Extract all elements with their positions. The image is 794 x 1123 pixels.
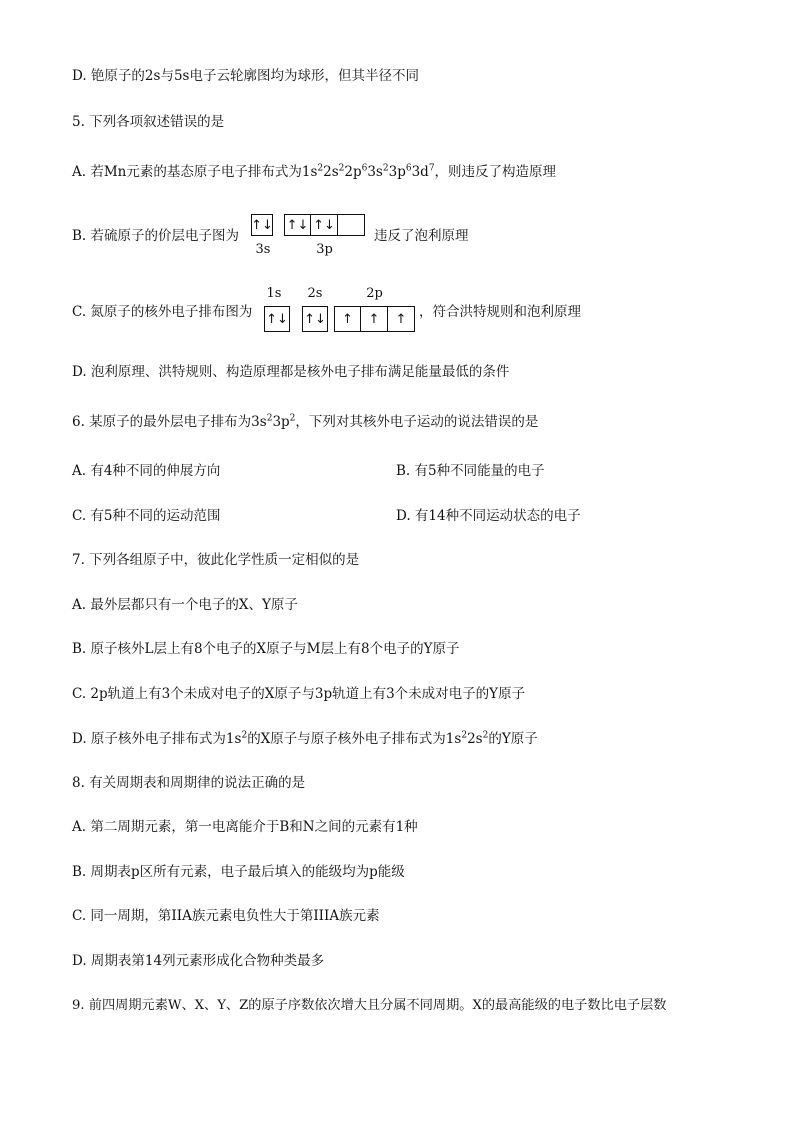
orbital-box: ↑: [388, 306, 415, 332]
q5-stem: 5. 下列各项叙述错误的是: [72, 114, 225, 130]
q5-option-b-suffix: 违反了泡利原理: [374, 228, 469, 244]
nitrogen-2p-orbitals: [334, 306, 415, 332]
q8-option-d: D. 周期表第14列元素形成化合物种类最多: [72, 953, 325, 969]
q7-option-d: D. 原子核外电子排布式为$1s^2$的X原子与原子核外电子排布式为$1s^22s^2$的Y原子: [72, 730, 538, 747]
q7-option-c: C. 2p轨道上有3个未成对电子的X原子与3p轨道上有3个未成对电子的Y原子: [72, 686, 526, 702]
label-3s: 3s: [255, 242, 271, 257]
nitrogen-1s-orbital: [264, 306, 290, 332]
q6-option-b: B. 有5种不同能量的电子: [396, 463, 545, 479]
q7-option-a: A. 最外层都只有一个电子的X、Y原子: [72, 597, 298, 613]
q5-option-a: A. 若Mn元素的基态原子电子排布式为$1s^22s^22p^63s^23p^63d^7$，则违反了构造原理: [72, 163, 557, 180]
q9-stem: 9. 前四周期元素W、X、Y、Z的原子序数依次增大且分属不同周期。X的最高能级的电子数比电子层数: [72, 998, 667, 1013]
q6-stem: 6. 某原子的最外层电子排布为$3s^23p^2$，下列对其核外电子运动的说法错误的是: [72, 413, 539, 430]
orbital-box: ↑: [334, 306, 361, 332]
sulfur-3p-orbitals: [284, 214, 365, 236]
q8-option-b: B. 周期表p区所有元素，电子最后填入的能级均为p能级: [72, 864, 405, 880]
q4-option-d: D. 铯原子的2s与5s电子云轮廓图均为球形，但其半径不同: [72, 68, 419, 84]
orbital-box: ↑↓: [251, 214, 273, 236]
q5-option-c-prefix: C. 氮原子的核外电子排布图为: [72, 304, 253, 320]
q6-option-a: A. 有4种不同的伸展方向: [72, 463, 221, 479]
nitrogen-2s-orbital: [302, 306, 328, 332]
q5-option-b-prefix: B. 若硫原子的价层电子图为: [72, 228, 240, 244]
label-2p: 2p: [366, 286, 383, 301]
q5-option-d: D. 泡利原理、洪特规则、构造原理都是核外电子排布满足能量最低的条件: [72, 364, 510, 380]
label-2s: 2s: [307, 286, 323, 301]
q8-option-a: A. 第二周期元素，第一电离能介于B和N之间的元素有1种: [72, 819, 418, 835]
q8-stem: 8. 有关周期表和周期律的说法正确的是: [72, 775, 306, 791]
q6-option-c: C. 有5种不同的运动范围: [72, 508, 221, 524]
orbital-box: ↑↓: [284, 214, 311, 236]
label-3p: 3p: [316, 242, 333, 257]
sulfur-3s-orbital: [251, 214, 273, 236]
q5-option-c-suffix: ，符合洪特规则和泡利原理: [419, 304, 581, 320]
orbital-box: [338, 214, 365, 236]
q8-option-c: C. 同一周期，第IIA族元素电负性大于第IIIA族元素: [72, 908, 380, 924]
orbital-box: ↑↓: [311, 214, 338, 236]
q7-option-b: B. 原子核外L层上有8个电子的X原子与M层上有8个电子的Y原子: [72, 641, 460, 657]
q7-stem: 7. 下列各组原子中，彼此化学性质一定相似的是: [72, 552, 360, 568]
orbital-box: ↑: [361, 306, 388, 332]
label-1s: 1s: [266, 286, 282, 301]
orbital-box: ↑↓: [302, 306, 328, 332]
orbital-box: ↑↓: [264, 306, 290, 332]
q6-option-d: D. 有14种不同运动状态的电子: [396, 508, 581, 524]
